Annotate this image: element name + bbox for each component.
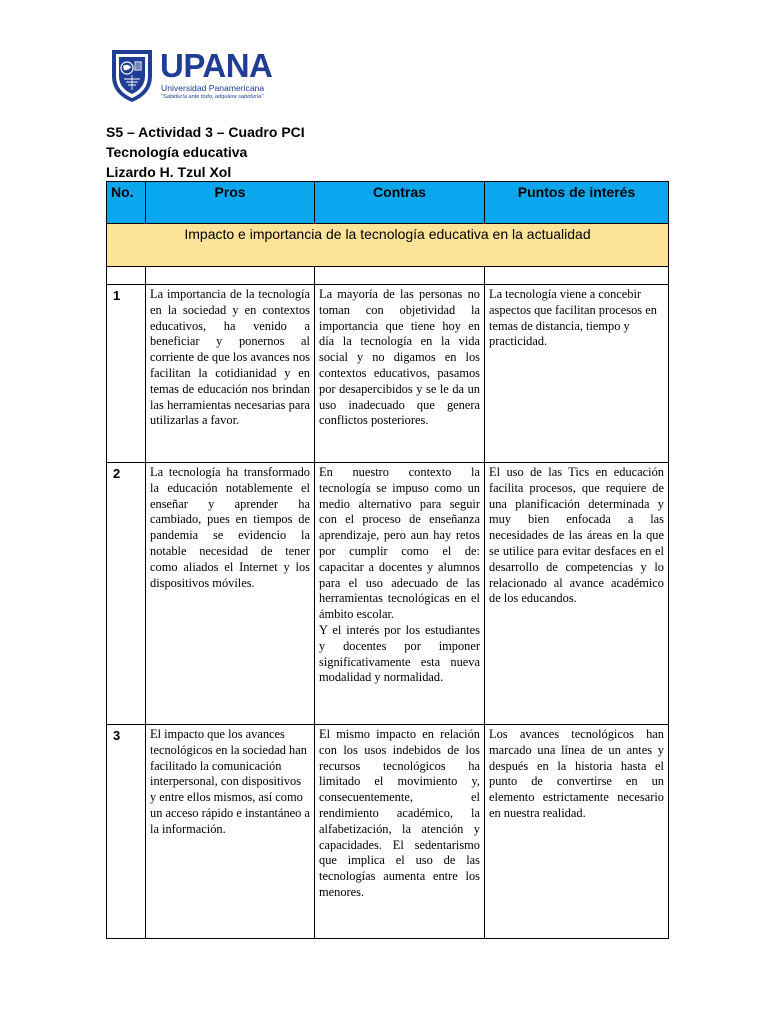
contras-cell: El mismo impacto en relación con los usos indebidos de los recursos tecnológicos ha limitado el movimiento y, consecuentemente, el rendimiento académico, la alfabetización, la atención y capacidades. El sedentarismo que implica el uso de las tecnologías aumenta entre los menores. (315, 725, 485, 939)
puntos-cell: La tecnología viene a concebir aspectos que facilitan procesos en temas de distancia, tiempo y practicidad. (485, 285, 669, 463)
table-row (107, 285, 669, 463)
puntos-cell: Los avances tecnológicos han marcado una línea de un antes y después en la historia hasta el punto de convertirse en un elemento estrictamente necesario en nuestra realidad. (485, 725, 669, 939)
puntos-cell: El uso de las Tics en educación facilita procesos, que requiere de una planificación determinada y muy bien enfocada a las necesidades de las áreas en la que se utilice para evitar desfaces en el desarrollo de competencias y lo relacionado al avance académico de los educandos. (485, 463, 669, 725)
row-number: 1 (107, 285, 146, 463)
column-header-no: No. (107, 182, 146, 224)
pci-table (106, 181, 669, 939)
pros-cell: El impacto que los avances tecnológicos en la sociedad han facilitado la comunicación interpersonal, con dispositivos y entre ellos mismos, así como un acceso rápido e instantáneo a la información. (146, 725, 315, 939)
activity-title: S5 – Actividad 3 – Cuadro PCI (106, 124, 305, 140)
shield-crest-icon (108, 46, 156, 104)
table-header-row (107, 182, 669, 224)
pros-cell: La tecnología ha transformado la educación notablemente el enseñar y aprender ha cambiado, pues en tiempos de pandemia se evidencio la notable necesidad de tener como aliados el Internet y los dispositivos móviles. (146, 463, 315, 725)
contras-cell (315, 463, 485, 725)
table-row (107, 725, 669, 939)
row-number: 3 (107, 725, 146, 939)
contras-paragraph: En nuestro contexto la tecnología se impuso como un medio alternativo para seguir con el proceso de enseñanza aprendizaje, pero aun hay retos por cumplir como el de: capacitar a docentes y alumnos para el uso adecuado de las herramientas tecnológicas en el ámbito escolar. (319, 465, 480, 622)
contras-paragraph: Y el interés por los estudiantes y docentes por imponer significativamente esta nueva modalidad y normalidad. (319, 622, 480, 685)
logo-university-name: Universidad Panamericana (161, 83, 265, 93)
column-header-puntos: Puntos de interés (485, 182, 669, 224)
row-number: 2 (107, 463, 146, 725)
contras-cell: La mayoría de las personas no toman con objetividad la importancia que tiene hoy en día la tecnología en la vida social y no digamos en los contextos educativos, pasamos por desapercibidos y se le da un uso inadecuado que genera conflictos posteriores. (315, 285, 485, 463)
spacer-row (107, 267, 669, 285)
section-title: Impacto e importancia de la tecnología educativa en la actualidad (107, 224, 669, 267)
logo-brand-text: UPANA (160, 47, 273, 84)
author-name: Lizardo H. Tzul Xol (106, 164, 232, 180)
course-title: Tecnología educativa (106, 144, 248, 160)
column-header-contras: Contras (315, 182, 485, 224)
upana-logo (108, 46, 273, 106)
logo-motto: "Sabiduría ante todo, adquiere sabiduría" (161, 94, 264, 100)
section-row (107, 224, 669, 267)
pros-cell: La importancia de la tecnología en la sociedad y en contextos educativos, ha venido a beneficiar y ponernos al corriente de que los avances nos facilitan la cotidianidad y en temas de educación nos brindan las herramientas necesarias para utilizarlas a favor. (146, 285, 315, 463)
table-row (107, 463, 669, 725)
column-header-pros: Pros (146, 182, 315, 224)
